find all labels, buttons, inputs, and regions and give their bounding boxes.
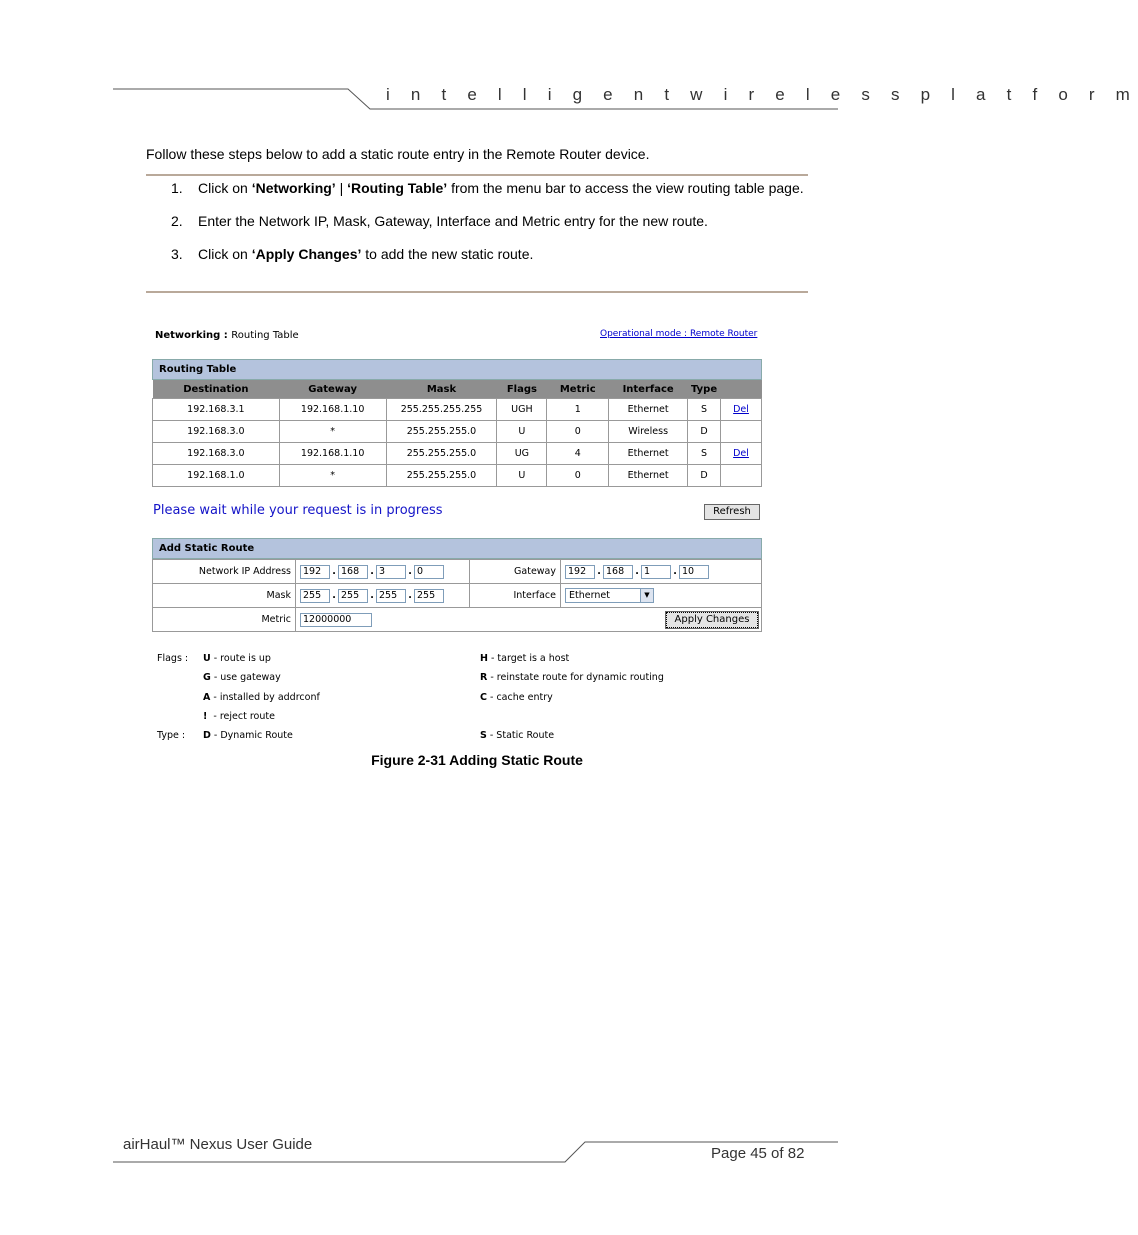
table-row: 192.168.1.0 * 255.255.255.0 U 0 Ethernet D [153, 465, 762, 487]
network-ip-label: Network IP Address [153, 560, 296, 584]
interface-label: Interface [470, 584, 561, 608]
legend-left [203, 649, 463, 745]
interface-select[interactable]: Ethernet ▼ [565, 588, 654, 603]
legend-item: G - use gateway [203, 672, 281, 684]
header-tagline: i n t e l l i g e n t w i r e l e s s p l a t f o r m [386, 85, 1138, 104]
interface-field [561, 584, 762, 608]
chevron-down-icon: ▼ [640, 589, 653, 602]
col-destination: Destination [153, 380, 280, 399]
network-ip-octet-1[interactable]: 192 [300, 565, 330, 579]
mask-label: Mask [153, 584, 296, 608]
figure-caption: Figure 2-31 Adding Static Route [371, 752, 583, 768]
col-interface: Interface [609, 380, 688, 399]
operational-mode-link[interactable]: Operational mode : Remote Router [600, 329, 758, 339]
legend-item: R - reinstate route for dynamic routing [480, 672, 664, 684]
delete-link[interactable]: Del [733, 404, 749, 415]
refresh-button[interactable]: Refresh [704, 504, 760, 520]
step-1: 1. Click on ‘Networking’ | ‘Routing Table’ from the menu bar to access the view routing table page. [171, 180, 804, 196]
legend-right [480, 649, 760, 745]
gateway-octet-4[interactable]: 10 [679, 565, 709, 579]
legend-item: ! - reject route [203, 710, 275, 722]
metric-label: Metric [153, 608, 296, 632]
legend-item [480, 707, 760, 726]
table-row: 192.168.3.0 * 255.255.255.0 U 0 Wireless D [153, 421, 762, 443]
add-static-route-heading: Add Static Route [152, 538, 762, 559]
metric-field [296, 608, 762, 632]
divider-top [146, 174, 808, 176]
network-ip-octet-3[interactable]: 3 [376, 565, 406, 579]
legend-item: A - installed by addrconf [203, 691, 320, 703]
network-ip-octet-4[interactable]: 0 [414, 565, 444, 579]
add-static-route-form [152, 559, 762, 632]
routing-table [152, 380, 762, 487]
mask-field: 255 . 255 . 255 . 255 [296, 584, 470, 608]
metric-input[interactable]: 12000000 [300, 613, 372, 627]
mask-octet-4[interactable]: 255 [414, 589, 444, 603]
table-row: 192.168.3.1 192.168.1.10 255.255.255.255 UGH 1 Ethernet S Del [153, 399, 762, 421]
legend-item: S - Static Route [480, 730, 555, 742]
table-row: 192.168.3.0 192.168.1.10 255.255.255.0 UG 4 Ethernet S Del [153, 443, 762, 465]
footer-page-number: Page 45 of 82 [711, 1145, 805, 1162]
apply-changes-button[interactable]: Apply Changes [666, 612, 758, 628]
mask-octet-2[interactable]: 255 [338, 589, 368, 603]
col-type: Type [688, 380, 721, 399]
page-title: Networking : Routing Table [155, 330, 299, 341]
col-action [721, 380, 762, 399]
flags-label: Flags : [157, 653, 189, 664]
col-gateway: Gateway [279, 380, 386, 399]
gateway-octet-1[interactable]: 192 [565, 565, 595, 579]
footer-guide-title: airHaul™ Nexus User Guide [123, 1136, 313, 1153]
divider-bottom [146, 291, 808, 293]
step-2: 2. Enter the Network IP, Mask, Gateway, Interface and Metric entry for the new route. [171, 213, 708, 229]
legend-item: U - route is up [203, 653, 271, 664]
type-label: Type : [157, 730, 186, 742]
legend-labels [157, 649, 201, 745]
routing-table-header [153, 380, 762, 399]
routing-table-heading: Routing Table [152, 359, 762, 380]
steps-list [146, 180, 808, 279]
legend-item: C - cache entry [480, 691, 553, 703]
gateway-field: 192 . 168 . 1 . 10 [561, 560, 762, 584]
legend-item: H - target is a host [480, 653, 570, 664]
network-ip-octet-2[interactable]: 168 [338, 565, 368, 579]
legend-item: D - Dynamic Route [203, 730, 293, 742]
gateway-octet-2[interactable]: 168 [603, 565, 633, 579]
step-3: 3. Click on ‘Apply Changes’ to add the new static route. [171, 246, 534, 262]
wait-message: Please wait while your request is in progress [153, 503, 443, 518]
mask-octet-1[interactable]: 255 [300, 589, 330, 603]
network-ip-field: 192 . 168 . 3 . 0 [296, 560, 470, 584]
gateway-label: Gateway [470, 560, 561, 584]
intro-text: Follow these steps below to add a static route entry in the Remote Router device. [146, 146, 650, 162]
delete-link[interactable]: Del [733, 448, 749, 459]
col-flags: Flags [497, 380, 547, 399]
col-metric: Metric [547, 380, 609, 399]
col-mask: Mask [386, 380, 497, 399]
gateway-octet-3[interactable]: 1 [641, 565, 671, 579]
mask-octet-3[interactable]: 255 [376, 589, 406, 603]
